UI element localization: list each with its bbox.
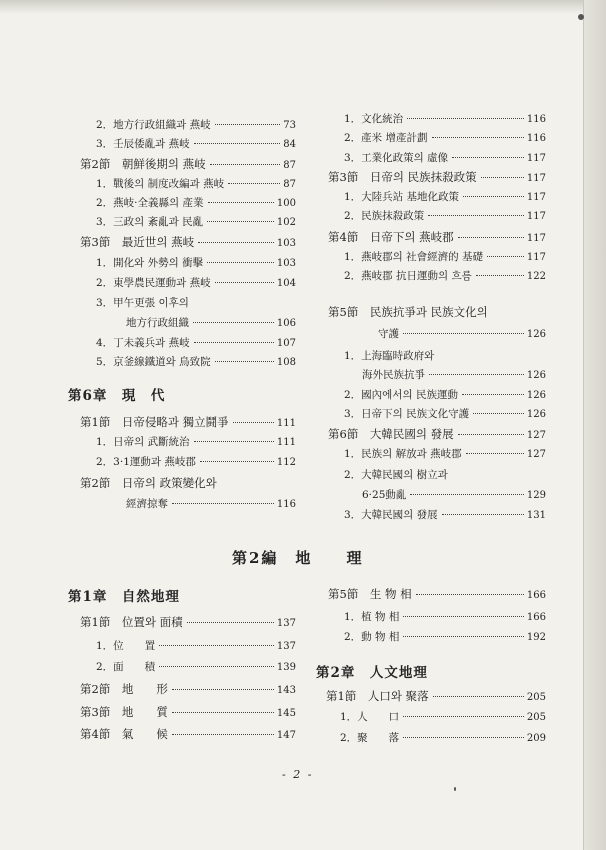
toc-page-number: 102 <box>276 217 296 228</box>
toc-entry-title: 2．產米 增產計劃 <box>344 132 428 144</box>
toc-page-number: 127 <box>526 430 546 441</box>
ink-speck <box>578 14 584 20</box>
toc-entry-title: 5．京釜線鐵道와 鳥致院 <box>96 356 211 368</box>
dot-leader <box>172 734 274 735</box>
toc-entry-title: 1．民族의 解放과 燕岐郡 <box>344 448 462 460</box>
toc-entry-title: 4．丁未義兵과 燕岐 <box>96 337 190 349</box>
toc-entry-title: 1．開化와 外勢의 衝擊 <box>96 257 204 269</box>
toc-entry-title: 第2節 朝鮮後期의 燕岐 <box>80 157 206 171</box>
toc-page-number: 205 <box>526 692 546 703</box>
toc-entry[interactable] <box>344 349 546 363</box>
dot-leader <box>208 202 274 203</box>
toc-entry[interactable] <box>126 316 296 331</box>
toc-section-entry[interactable] <box>80 705 296 721</box>
toc-entry-title: 第1節 位置와 面積 <box>80 615 183 629</box>
toc-section-entry[interactable] <box>80 727 296 743</box>
toc-entry[interactable] <box>344 269 546 284</box>
toc-page-number: 147 <box>276 730 296 741</box>
toc-entry-title: 1．大陸兵站 基地化政策 <box>344 191 460 203</box>
toc-entry-title: 3．日帝下의 民族文化守護 <box>344 408 470 420</box>
toc-entry-title: 第1節 日帝侵略과 獨立鬪爭 <box>80 415 229 429</box>
dot-leader <box>193 322 274 323</box>
dot-leader <box>159 645 274 646</box>
dot-leader <box>159 666 274 667</box>
chapter-heading: 第2章 人文地理 <box>316 665 428 681</box>
dot-leader <box>429 374 524 375</box>
toc-entry-title: 第4節 氣 候 <box>80 727 168 741</box>
toc-entry-title: 第3節 地 質 <box>80 705 168 719</box>
toc-page-number: 205 <box>526 712 546 723</box>
toc-entry-title: 第4節 日帝下의 燕岐郡 <box>328 230 454 244</box>
toc-entry-title: 2．東學農民運動과 燕岐 <box>96 277 211 289</box>
ink-speck <box>454 787 456 791</box>
toc-entry[interactable] <box>96 256 296 271</box>
toc-page-number: 209 <box>526 733 546 744</box>
dot-leader <box>172 689 274 690</box>
dot-leader <box>452 157 524 158</box>
toc-page-number: 145 <box>276 708 296 719</box>
toc-entry-title: 2．燕岐·全義縣의 產業 <box>96 197 204 209</box>
toc-page-number: 129 <box>526 490 546 501</box>
toc-entry[interactable] <box>344 508 546 523</box>
toc-entry[interactable] <box>378 327 546 342</box>
dot-leader <box>403 716 524 717</box>
dot-leader <box>403 333 524 334</box>
toc-entry[interactable] <box>96 355 296 370</box>
toc-entry[interactable] <box>362 368 546 383</box>
toc-entry[interactable] <box>344 131 546 146</box>
toc-entry-title: 1．位 置 <box>96 640 156 652</box>
toc-entry[interactable] <box>96 639 296 654</box>
toc-entry-title: 第2節 地 形 <box>80 682 168 696</box>
toc-section-entry[interactable] <box>80 157 296 173</box>
toc-entry-title: 1．燕岐郡의 社會經濟的 基礎 <box>344 251 483 263</box>
toc-entry[interactable] <box>344 209 546 224</box>
toc-entry-title: 1．文化統治 <box>344 113 404 125</box>
toc-entry-title: 1．上海臨時政府와 <box>344 350 435 362</box>
dot-leader <box>458 237 524 238</box>
toc-entry[interactable] <box>344 407 546 422</box>
toc-entry-title: 1．戰後의 制度改編과 燕岐 <box>96 178 225 190</box>
toc-page-number: 112 <box>276 457 296 468</box>
dot-leader <box>207 262 274 263</box>
dot-leader <box>187 622 274 623</box>
toc-page-number: 143 <box>276 685 296 696</box>
toc-page-number: 192 <box>526 632 546 643</box>
page-top-shadow <box>0 0 606 14</box>
toc-section-entry[interactable] <box>80 476 296 490</box>
dot-leader <box>194 441 274 442</box>
toc-entry[interactable] <box>96 455 296 470</box>
dot-leader <box>487 256 524 257</box>
dot-leader <box>410 494 524 495</box>
dot-leader <box>458 434 524 435</box>
toc-entry[interactable] <box>344 610 546 625</box>
toc-entry[interactable] <box>344 388 546 403</box>
toc-entry-title: 2．動 物 相 <box>344 631 400 643</box>
toc-entry[interactable] <box>344 447 546 462</box>
toc-section-entry[interactable] <box>328 427 546 443</box>
dot-leader <box>463 196 524 197</box>
dot-leader <box>200 461 274 462</box>
toc-page-number: 131 <box>526 510 546 521</box>
dot-leader <box>407 118 524 119</box>
toc-entry[interactable] <box>96 118 296 133</box>
toc-page-number: 126 <box>526 329 546 340</box>
dot-leader <box>403 737 524 738</box>
toc-entry[interactable] <box>362 488 546 503</box>
toc-page-number: 126 <box>526 409 546 420</box>
dot-leader <box>481 177 524 178</box>
toc-section-entry[interactable] <box>80 615 296 631</box>
dot-leader <box>432 137 524 138</box>
dot-leader <box>416 594 524 595</box>
toc-entry[interactable] <box>96 177 296 192</box>
toc-page-number: 84 <box>283 139 296 150</box>
toc-entry-title: 2．3·1運動과 燕岐郡 <box>96 456 196 468</box>
toc-page-number: 116 <box>276 499 296 510</box>
page-number: - 2 - <box>282 768 314 781</box>
toc-page-number: 107 <box>276 338 296 349</box>
toc-entry-title: 3．壬辰倭亂과 燕岐 <box>96 138 190 150</box>
toc-entry[interactable] <box>96 660 296 675</box>
toc-page-number: 111 <box>276 418 296 429</box>
toc-section-entry[interactable] <box>326 689 546 705</box>
toc-entry-title: 2．民族抹殺政策 <box>344 210 425 222</box>
toc-entry[interactable] <box>340 731 546 746</box>
toc-page-number: 103 <box>276 238 296 249</box>
toc-page-number: 100 <box>276 198 296 209</box>
toc-page-number: 106 <box>276 318 296 329</box>
toc-entry-title: 第3節 最近世의 燕岐 <box>80 235 195 249</box>
page-edge <box>583 0 606 850</box>
toc-page-number: 87 <box>283 160 296 171</box>
toc-entry[interactable] <box>96 336 296 351</box>
toc-page-number: 139 <box>276 662 296 673</box>
toc-entry[interactable] <box>96 435 296 450</box>
toc-page-number: 104 <box>276 278 296 289</box>
dot-leader <box>194 342 274 343</box>
dot-leader <box>462 394 524 395</box>
toc-section-entry[interactable] <box>328 230 546 246</box>
toc-entry-title: 2．國內에서의 民族運動 <box>344 389 458 401</box>
toc-entry[interactable] <box>96 196 296 211</box>
toc-section-entry[interactable] <box>328 170 546 186</box>
dot-leader <box>215 361 274 362</box>
toc-entry-title: 第2節 日帝의 政策變化와 <box>80 476 217 490</box>
toc-page-number: 117 <box>526 211 546 222</box>
dot-leader <box>442 514 524 515</box>
toc-entry-title: 1．日帝의 武斷統治 <box>96 436 190 448</box>
dot-leader <box>215 282 274 283</box>
toc-entry-title: 地方行政組織 <box>126 317 189 329</box>
dot-leader <box>207 221 274 222</box>
toc-entry-title: 第5節 民族抗爭과 民族文化의 <box>328 305 488 319</box>
toc-page-number: 111 <box>276 437 296 448</box>
toc-entry-title: 2．聚 落 <box>340 732 400 744</box>
toc-page-number: 127 <box>526 449 546 460</box>
dot-leader <box>403 616 524 617</box>
dot-leader <box>215 124 281 125</box>
toc-entry[interactable] <box>344 630 546 645</box>
chapter-heading: 第1章 自然地理 <box>68 589 180 605</box>
dot-leader <box>403 636 524 637</box>
toc-entry-title: 守護 <box>378 328 399 340</box>
toc-page-number: 103 <box>276 258 296 269</box>
toc-page-number: 117 <box>526 192 546 203</box>
toc-page-number: 122 <box>526 271 546 282</box>
toc-entry[interactable] <box>96 276 296 291</box>
toc-page-number: 116 <box>526 114 546 125</box>
toc-entry-title: 2．面 積 <box>96 661 156 673</box>
toc-section-entry[interactable] <box>328 587 546 603</box>
toc-entry[interactable] <box>96 296 296 310</box>
dot-leader <box>433 696 524 697</box>
toc-entry-title: 第6節 大韓民國의 發展 <box>328 427 454 441</box>
toc-entry-title: 3．三政의 紊亂과 民亂 <box>96 216 204 228</box>
toc-entry-title: 3．工業化政策의 虛像 <box>344 152 449 164</box>
toc-entry-title: 經濟掠奪 <box>126 498 168 510</box>
part-heading: 第2編 地 理 <box>232 549 364 567</box>
toc-section-entry[interactable] <box>80 415 296 431</box>
toc-entry[interactable] <box>344 468 546 482</box>
dot-leader <box>233 422 274 423</box>
toc-entry[interactable] <box>96 215 296 230</box>
toc-entry-title: 2．大韓民國의 樹立과 <box>344 469 448 481</box>
toc-entry[interactable] <box>344 112 546 127</box>
toc-page-number: 166 <box>526 612 546 623</box>
toc-entry-title: 2．地方行政組織과 燕岐 <box>96 119 211 131</box>
toc-page-number: 137 <box>276 641 296 652</box>
dot-leader <box>172 503 274 504</box>
dot-leader <box>428 215 524 216</box>
chapter-heading: 第6章 現 代 <box>68 388 166 404</box>
dot-leader <box>466 453 524 454</box>
dot-leader <box>210 164 281 165</box>
toc-entry-title: 6·25動亂 <box>362 489 407 501</box>
dot-leader <box>473 413 524 414</box>
toc-page-number: 137 <box>276 618 296 629</box>
dot-leader <box>476 275 524 276</box>
toc-entry[interactable] <box>340 710 546 725</box>
toc-page-number: 126 <box>526 370 546 381</box>
toc-section-entry[interactable] <box>328 305 546 319</box>
toc-entry-title: 第1節 人口와 聚落 <box>326 689 429 703</box>
toc-entry-title: 1．植 物 相 <box>344 611 400 623</box>
toc-entry-title: 1．人 口 <box>340 711 400 723</box>
toc-section-entry[interactable] <box>80 682 296 698</box>
toc-section-entry[interactable] <box>80 235 296 251</box>
dot-leader <box>172 712 274 713</box>
toc-entry-title: 3．大韓民國의 發展 <box>344 509 438 521</box>
toc-page-number: 117 <box>526 173 546 184</box>
toc-entry-title: 第3節 日帝의 民族抹殺政策 <box>328 170 477 184</box>
toc-entry[interactable] <box>344 190 546 205</box>
toc-page-number: 117 <box>526 153 546 164</box>
toc-entry[interactable] <box>344 250 546 265</box>
dot-leader <box>194 143 281 144</box>
toc-page-number: 117 <box>526 252 546 263</box>
toc-page-number: 108 <box>276 357 296 368</box>
toc-page-number: 87 <box>283 179 296 190</box>
toc-page-number: 117 <box>526 233 546 244</box>
toc-page-number: 166 <box>526 590 546 601</box>
toc-entry[interactable] <box>126 497 296 512</box>
toc-page-number: 116 <box>526 133 546 144</box>
toc-entry[interactable] <box>96 137 296 152</box>
toc-entry[interactable] <box>344 151 546 166</box>
toc-page-number: 126 <box>526 390 546 401</box>
toc-page-number: 73 <box>283 120 296 131</box>
toc-entry-title: 第5節 生 物 相 <box>328 587 412 601</box>
dot-leader <box>228 183 280 184</box>
toc-entry-title: 海外民族抗爭 <box>362 369 425 381</box>
dot-leader <box>198 242 274 243</box>
toc-entry-title: 2．燕岐郡 抗日運動의 흐름 <box>344 270 472 282</box>
toc-entry-title: 3．甲午更張 이후의 <box>96 297 189 309</box>
